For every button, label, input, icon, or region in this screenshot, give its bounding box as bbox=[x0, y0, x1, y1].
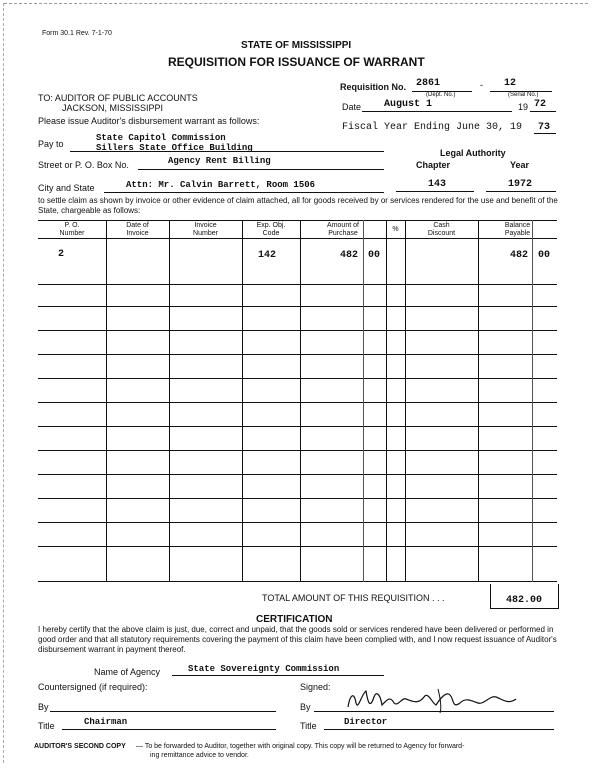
instruction-text: Please issue Auditor's disbursement warrant as follows: bbox=[38, 116, 260, 126]
total-label: TOTAL AMOUNT OF THIS REQUISITION . . . bbox=[262, 593, 445, 603]
pay-to-line-1: State Capitol Commission bbox=[96, 133, 226, 143]
agency-line bbox=[172, 675, 384, 676]
table-col-divider bbox=[386, 220, 387, 582]
street-line bbox=[138, 169, 384, 170]
row-po-value: 2 bbox=[58, 249, 65, 260]
col-header-invoice: Invoice Number bbox=[193, 222, 218, 237]
dept-no-value: 2861 bbox=[416, 78, 441, 89]
agency-label: Name of Agency bbox=[94, 667, 161, 677]
charges-table bbox=[38, 220, 557, 582]
fiscal-label: Fiscal Year Ending June 30, 19 bbox=[342, 122, 523, 133]
serial-no-value: 12 bbox=[504, 78, 517, 89]
title-value-right: Director bbox=[344, 717, 388, 727]
pay-to-line bbox=[70, 151, 384, 152]
countersigned-label: Countersigned (if required): bbox=[38, 682, 148, 692]
col-header-po: P. O. Number bbox=[59, 222, 85, 237]
chapter-line bbox=[396, 191, 474, 192]
col-header-date: Date of Invoice bbox=[126, 222, 149, 237]
dept-no-caption: (Dept. No.) bbox=[426, 92, 456, 98]
row-amount-cents: 00 bbox=[368, 250, 381, 261]
chapter-value: 143 bbox=[428, 179, 447, 190]
year-value: 1972 bbox=[508, 179, 533, 190]
chapter-label: Chapter bbox=[416, 160, 451, 170]
by-label-right: By bbox=[300, 702, 311, 712]
table-rule bbox=[38, 378, 557, 379]
table-cents-divider bbox=[363, 220, 364, 582]
table-bottom-border bbox=[38, 581, 557, 582]
city-label: City and State bbox=[38, 183, 95, 193]
title-line-left bbox=[62, 729, 276, 730]
row-amount-dollars: 482 bbox=[340, 250, 359, 261]
table-top-border bbox=[38, 220, 557, 221]
legal-authority-title: Legal Authority bbox=[440, 148, 506, 158]
copy-text-line-2: ing remittance advice to vendor. bbox=[150, 752, 249, 759]
col-header-pct: % bbox=[392, 226, 399, 233]
copy-label: AUDITOR'S SECOND COPY bbox=[34, 743, 126, 750]
date-value: August 1 bbox=[384, 99, 433, 110]
state-heading: STATE OF MISSISSIPPI bbox=[241, 40, 352, 51]
title-value-left: Chairman bbox=[84, 717, 128, 727]
table-col-divider bbox=[169, 220, 170, 582]
settle-claim-text: to settle claim as shown by invoice or other evidence of claim attached, all for goods received by or services rendered for the use and benefit of the State, chargeable as follows: bbox=[38, 196, 558, 215]
pay-to-line-2: Sillers State Office Building bbox=[96, 143, 253, 153]
form-title: REQUISITION FOR ISSUANCE OF WARRANT bbox=[168, 55, 425, 69]
form-number: Form 30.1 Rev. 7-1-70 bbox=[42, 30, 112, 37]
perforation-left bbox=[3, 3, 4, 763]
table-col-divider bbox=[106, 220, 107, 582]
total-value: 482.00 bbox=[506, 595, 543, 606]
table-rule bbox=[38, 498, 557, 499]
table-rule bbox=[38, 426, 557, 427]
row-balance-dollars: 482 bbox=[510, 250, 529, 261]
table-rule bbox=[38, 450, 557, 451]
col-header-expobj: Exp. Obj. Code bbox=[256, 222, 286, 237]
row-balance-cents: 00 bbox=[538, 250, 551, 261]
year-label: Year bbox=[510, 160, 530, 170]
street-label: Street or P. O. Box No. bbox=[38, 160, 129, 170]
pay-to-label: Pay to bbox=[38, 139, 64, 149]
signed-label: Signed: bbox=[300, 682, 331, 692]
table-col-divider bbox=[300, 220, 301, 582]
table-rule bbox=[38, 474, 557, 475]
date-year-value: 72 bbox=[534, 99, 547, 110]
city-line bbox=[104, 192, 384, 193]
requisition-label: Requisition No. bbox=[340, 82, 406, 92]
fiscal-year-value: 73 bbox=[538, 122, 551, 133]
table-col-divider bbox=[242, 220, 243, 582]
date-year-line bbox=[530, 111, 556, 112]
title-label-right: Title bbox=[300, 721, 317, 731]
date-label: Date bbox=[342, 102, 362, 112]
title-label-left: Title bbox=[38, 721, 55, 731]
fiscal-year-line bbox=[534, 133, 556, 134]
copy-text-line-1: — To be forwarded to Auditor, together with original copy. This copy will be returned to Agency for forward- bbox=[136, 743, 465, 750]
col-header-balance: Balance Payable bbox=[504, 222, 531, 237]
table-rule bbox=[38, 522, 557, 523]
col-header-cash: Cash Discount bbox=[427, 222, 456, 237]
year-line bbox=[486, 191, 556, 192]
by-line-left bbox=[50, 711, 276, 712]
table-cents-divider bbox=[532, 220, 533, 582]
agency-value: State Sovereignty Commission bbox=[188, 664, 340, 674]
table-rule bbox=[38, 284, 557, 285]
table-col-divider bbox=[478, 220, 479, 582]
street-value: Agency Rent Billing bbox=[168, 156, 271, 166]
title-line-right bbox=[324, 729, 554, 730]
table-rule bbox=[38, 546, 557, 547]
to-line-1: TO: AUDITOR OF PUBLIC ACCOUNTS bbox=[38, 93, 198, 103]
perforation-top bbox=[4, 3, 588, 4]
by-label-left: By bbox=[38, 702, 49, 712]
date-year-prefix: 19 bbox=[518, 102, 529, 112]
table-rule bbox=[38, 402, 557, 403]
director-signature bbox=[340, 683, 530, 717]
city-value: Attn: Mr. Calvin Barrett, Room 1506 bbox=[126, 180, 316, 190]
certification-text: I hereby certify that the above claim is just, due, correct and unpaid, that the goods sold or services rendered have been delivered or performed in good order and that all statutory requirements covering the payment of this claim have been complied with, and I now request issuance of Auditor's disbursement warrant in payment thereof. bbox=[38, 625, 557, 654]
row-expobj-value: 142 bbox=[258, 250, 277, 261]
certification-title: CERTIFICATION bbox=[256, 614, 333, 625]
table-rule bbox=[38, 330, 557, 331]
col-header-amount: Amount of Purchase bbox=[327, 222, 359, 237]
table-rule bbox=[38, 306, 557, 307]
table-rule bbox=[38, 354, 557, 355]
requisition-dash: - bbox=[480, 80, 483, 90]
date-line bbox=[362, 111, 512, 112]
table-col-divider bbox=[405, 220, 406, 582]
serial-no-caption: (Serial No.) bbox=[508, 92, 539, 98]
to-line-2: JACKSON, MISSISSIPPI bbox=[62, 103, 164, 113]
table-header-border bbox=[38, 238, 557, 239]
